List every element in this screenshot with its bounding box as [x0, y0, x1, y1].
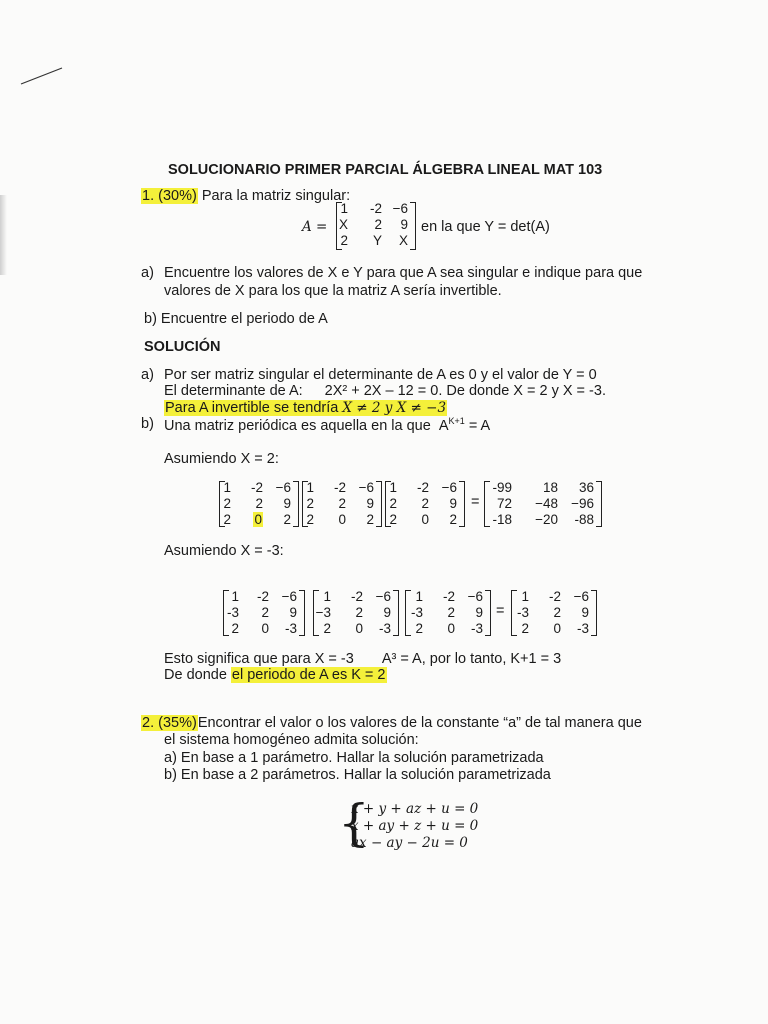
matrix-cell: -2	[369, 201, 382, 216]
matrix-cell: −48	[535, 496, 558, 511]
matrix-cell: Y	[372, 233, 382, 248]
matrix-cell: -2	[548, 589, 561, 604]
matrix-x2-result	[484, 481, 602, 527]
matrix-cell: 2	[355, 605, 363, 620]
system-eq-3: ax − ay − 2u = 0	[351, 835, 468, 851]
matrix-a-lhs: A =	[302, 219, 328, 235]
p1-a-text-2: valores de X para los que la matriz A sería invertible.	[164, 283, 502, 299]
matrix-cell: 0	[338, 512, 346, 527]
matrix-cell: 9	[400, 217, 408, 232]
matrix-cell: 9	[366, 496, 374, 511]
matrix-cell: 36	[578, 480, 594, 495]
matrix-cell: 2	[255, 496, 263, 511]
matrix-cell: 2	[389, 512, 397, 527]
matrix-cell: 9	[289, 605, 297, 620]
matrix-cell: 9	[449, 496, 457, 511]
assume-x2: Asumiendo X = 2:	[164, 451, 279, 467]
matrix-cell: −6	[467, 589, 483, 604]
p1-a-label: a)	[141, 265, 154, 281]
matrix-cell: 72	[496, 496, 512, 511]
bracket-right	[485, 590, 491, 636]
sol-b-line: Una matriz periódica es aquella en la que $A^{K+1} = A$	[164, 416, 491, 434]
p1-b-text: b) Encuentre el periodo de A	[144, 311, 328, 327]
matrix-cell: 2	[223, 496, 231, 511]
pen-stroke-mark	[18, 62, 68, 88]
matrix-cell: -3	[516, 605, 529, 620]
matrix-note: en la que Y = det(A)	[421, 219, 550, 235]
matrix-cell: -2	[350, 589, 363, 604]
matrix-cell: 0	[447, 621, 455, 636]
matrix-cell: −20	[535, 512, 558, 527]
matrix-a	[336, 202, 416, 250]
problem-2-header: 2. (35%)Encontrar el valor o los valores de la constante “a” de tal manera que	[142, 715, 642, 731]
matrix-cell: -99	[492, 480, 512, 495]
matrix-x2-factor-1	[219, 481, 299, 527]
matrix-cell: 2	[340, 233, 348, 248]
matrix-cell: 9	[475, 605, 483, 620]
matrix-x3-factor-1	[223, 590, 305, 636]
matrix-cell: 0	[254, 512, 262, 527]
matrix-cell: 2	[449, 512, 457, 527]
problem-1-header: 1. (30%) Para la matriz singular:	[142, 188, 351, 204]
matrix-x2-factor-2	[302, 481, 382, 527]
matrix-cell: 2	[306, 512, 314, 527]
bracket-right	[459, 481, 465, 527]
matrix-cell: −6	[281, 589, 297, 604]
matrix-cell: -3	[284, 621, 297, 636]
equals-sign-x2: =	[471, 494, 480, 510]
matrix-cell: −6	[441, 480, 457, 495]
matrix-cell: 2	[447, 605, 455, 620]
matrix-cell: 0	[421, 512, 429, 527]
matrix-cell: -3	[576, 621, 589, 636]
p2-a-text: a) En base a 1 parámetro. Hallar la solución parametrizada	[164, 750, 544, 766]
sol-b-label: b)	[141, 416, 154, 432]
matrix-cell: -2	[416, 480, 429, 495]
p2-b-text: b) En base a 2 parámetros. Hallar la solución parametrizada	[164, 767, 551, 783]
matrix-cell: −96	[571, 496, 594, 511]
matrix-cell: 1	[340, 201, 348, 216]
bracket-right	[376, 481, 382, 527]
matrix-cell: 0	[553, 621, 561, 636]
matrix-cell: -2	[250, 480, 263, 495]
system-eq-2: x + ay + z + u = 0	[351, 818, 479, 834]
matrix-cell: 2	[231, 621, 239, 636]
matrix-cell: 2	[374, 217, 382, 232]
matrix-cell: −6	[358, 480, 374, 495]
bracket-left	[484, 481, 490, 527]
sol-a-line1: Por ser matriz singular el determinante de A es 0 y el valor de Y = 0	[164, 367, 597, 383]
bracket-right	[591, 590, 597, 636]
matrix-cell: 2	[421, 496, 429, 511]
matrix-x3-factor-3	[405, 590, 491, 636]
p1-a-text-1: Encuentre los valores de X e Y para que A sea singular e indique para que	[164, 265, 643, 281]
matrix-x3-result	[511, 590, 597, 636]
matrix-cell: 2	[306, 496, 314, 511]
matrix-cell: 2	[338, 496, 346, 511]
meaning-line: Esto significa que para X = -3 A³ = A, por lo tanto, K+1 = 3	[164, 651, 562, 667]
matrix-cell: -3	[378, 621, 391, 636]
matrix-cell: 2	[223, 512, 231, 527]
matrix-cell: 2	[553, 605, 561, 620]
system-eq-1: x + y + az + u = 0	[351, 801, 479, 817]
matrix-cell: -18	[492, 512, 512, 527]
bracket-right	[393, 590, 399, 636]
matrix-cell: 9	[283, 496, 291, 511]
sol-a-label: a)	[141, 367, 154, 383]
matrix-cell: -2	[442, 589, 455, 604]
matrix-cell: -3	[470, 621, 483, 636]
matrix-x3-factor-2	[313, 590, 399, 636]
matrix-cell: 2	[283, 512, 291, 527]
matrix-x2-factor-3	[385, 481, 465, 527]
matrix-cell: 1	[389, 480, 397, 495]
bracket-right	[410, 202, 416, 250]
matrix-cell: 0	[261, 621, 269, 636]
matrix-cell: −3	[315, 605, 331, 620]
sol-a-line2: El determinante de A: 2X² + 2X – 12 = 0. De donde X = 2 y X = -3.	[164, 383, 606, 399]
matrix-cell: 2	[415, 621, 423, 636]
period-line: De donde el periodo de A es K = 2	[164, 667, 386, 683]
solution-heading: SOLUCIÓN	[144, 339, 221, 355]
matrix-cell: 9	[581, 605, 589, 620]
matrix-cell: X	[398, 233, 408, 248]
bracket-right	[299, 590, 305, 636]
bracket-right	[596, 481, 602, 527]
matrix-cell: 1	[231, 589, 239, 604]
document-title: SOLUCIONARIO PRIMER PARCIAL ÁLGEBRA LINEAL MAT 103	[168, 162, 603, 178]
matrix-cell: −6	[392, 201, 408, 216]
matrix-cell: -88	[574, 512, 594, 527]
sol-a-line3: Para A invertible se tendría X ≠ 2 y X ≠ −3	[165, 400, 447, 416]
matrix-cell: 18	[542, 480, 558, 495]
matrix-cell: −6	[573, 589, 589, 604]
matrix-cell: −6	[275, 480, 291, 495]
matrix-cell: 1	[306, 480, 314, 495]
p2-line2: el sistema homogéneo admita solución:	[164, 732, 419, 748]
bracket-right	[293, 481, 299, 527]
matrix-cell: 9	[383, 605, 391, 620]
matrix-cell: 2	[261, 605, 269, 620]
matrix-cell: -3	[410, 605, 423, 620]
matrix-cell: X	[338, 217, 348, 232]
matrix-cell: -2	[333, 480, 346, 495]
assume-x3: Asumiendo X = -3:	[164, 543, 284, 559]
matrix-cell: 2	[389, 496, 397, 511]
matrix-cell: 2	[521, 621, 529, 636]
system-brace: {	[338, 794, 370, 852]
matrix-cell: 1	[521, 589, 529, 604]
equals-sign-x3: =	[496, 603, 505, 619]
matrix-cell: 1	[223, 480, 231, 495]
matrix-cell: 2	[323, 621, 331, 636]
matrix-cell: −6	[375, 589, 391, 604]
matrix-cell: 1	[323, 589, 331, 604]
matrix-cell: 2	[366, 512, 374, 527]
matrix-cell: -2	[256, 589, 269, 604]
matrix-cell: 1	[415, 589, 423, 604]
matrix-cell: -3	[226, 605, 239, 620]
matrix-cell: 0	[355, 621, 363, 636]
scan-shadow	[0, 195, 7, 275]
